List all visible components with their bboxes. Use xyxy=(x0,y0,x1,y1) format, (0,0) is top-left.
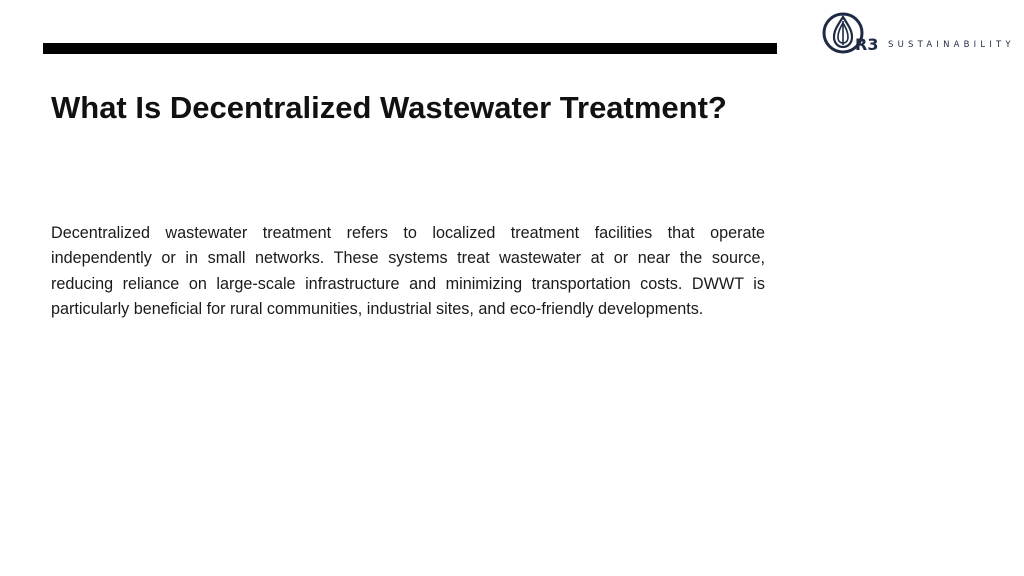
r3-sustainability-logo xyxy=(822,12,1014,56)
water-drop-logo-icon xyxy=(822,12,892,56)
slide-body-paragraph: Decentralized wastewater treatment refers to localized treatment facilities that operate independently or in small networks. These systems treat wastewater at or near the source, reducing reliance on large-scale infrastructure and minimizing transportation costs. DWWT is particularly beneficial for rural communities, industrial sites, and eco-friendly developments. xyxy=(51,224,765,318)
header-rule xyxy=(43,43,777,54)
logo-wordmark: SUSTAINABILITY xyxy=(888,40,1015,50)
slide-title: What Is Decentralized Wastewater Treatment? xyxy=(51,90,727,125)
logo-mark-text: R3 xyxy=(855,35,879,54)
